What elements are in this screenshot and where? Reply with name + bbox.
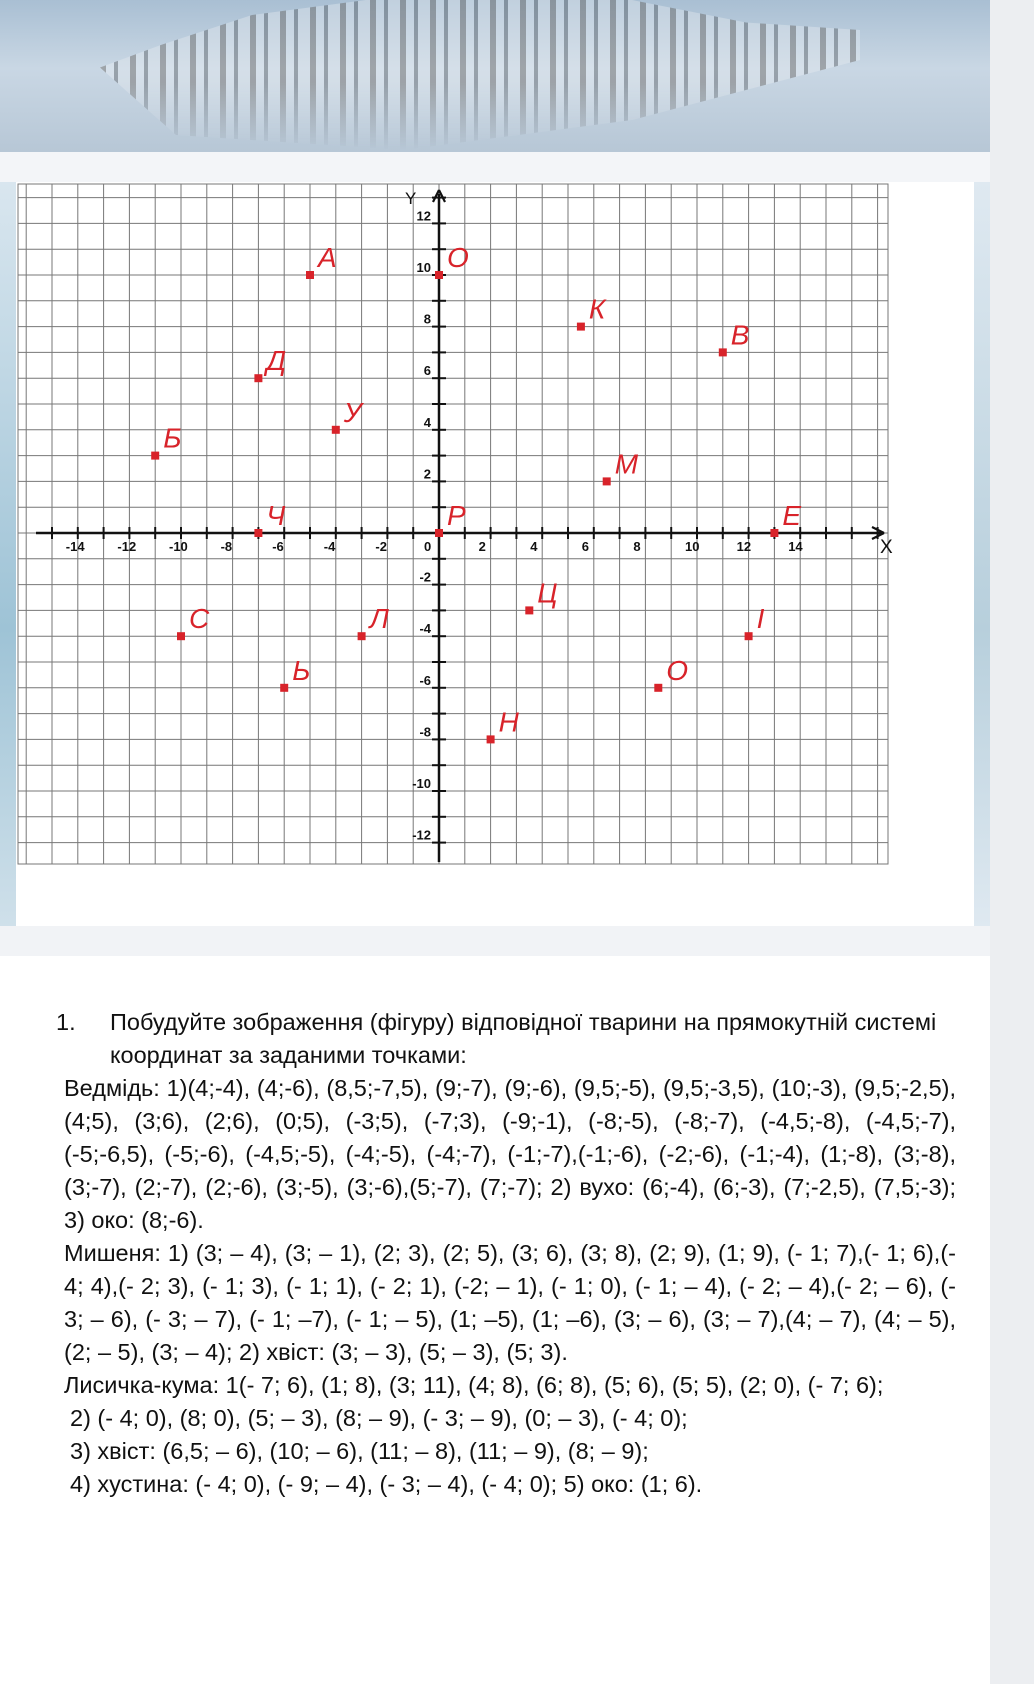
- point-marker: [577, 323, 585, 331]
- divider-strip: [0, 152, 1034, 182]
- axis-ticks: [52, 189, 893, 843]
- right-gutter: [990, 0, 1034, 1684]
- coordinate-plane-figure: [16, 182, 974, 926]
- y-tick-label: 8: [423, 311, 431, 327]
- y-tick-label: -8: [419, 724, 431, 740]
- point-marker: [280, 684, 288, 692]
- y-tick-label: -12: [412, 827, 431, 843]
- point-label: Б: [163, 422, 182, 454]
- fox-coordinates-part2: 2) (- 4; 0), (8; 0), (5; – 3), (8; – 9), (- 3; – 9), (0; – 3), (- 4; 0);: [70, 1405, 688, 1431]
- task-heading-text: Побудуйте зображення (фігуру) відповідної тварини на прямокутній системі координат за заданими точками:: [110, 1009, 937, 1068]
- point-label: Л: [369, 603, 389, 635]
- divider-strip-2: [0, 926, 990, 956]
- point-marker: [151, 452, 159, 460]
- point-label: О: [666, 654, 689, 686]
- y-tick-label: 12: [416, 208, 431, 224]
- point-label: М: [614, 448, 639, 480]
- x-tick-label: 4: [530, 539, 538, 554]
- point-marker: [770, 529, 778, 537]
- point-label: К: [588, 293, 606, 325]
- fox-tail-coordinates: 3) хвіст: (6,5; – 6), (10; – 6), (11; – 8), (11; – 9), (8; – 9);: [70, 1438, 649, 1464]
- point-marker: [332, 426, 340, 434]
- point-label: Е: [782, 500, 802, 531]
- point-marker: [719, 348, 727, 356]
- bear-coordinates: Ведмідь: 1)(4;-4), (4;-6), (8,5;-7,5), (9;-7), (9;-6), (9,5;-5), (9,5;-3,5), (10;-3), (9,5;-2,5), (4;5), (3;6), (2;6), (0;5), (-3;5), (-7;3), (-9;-1), (-8;-5), (-8;-7), (-4,5;-8), (-4,5;-7), (-5;-6,5), (-5;-6), (-4,5;-5), (-4;-5), (-4;-7), (-1;-7),(-1;-6), (-2;-6), (-1;-4), (1;-8), (3;-8), (3;-7), (2;-7), (2;-6), (3;-5), (3;-6),(5;-7), (7;-7); 2) вухо: (6;-4), (6;-3), (7;-2,5), (7,5;-3); 3) око: (8;-6).: [64, 1075, 956, 1233]
- y-tick-label: -4: [419, 621, 431, 637]
- plotted-points: [151, 242, 801, 743]
- graph-right-border: [974, 182, 990, 926]
- x-tick-label: -8: [220, 539, 233, 554]
- task-text: [56, 1006, 956, 1501]
- point-label: С: [189, 603, 210, 635]
- point-marker: [306, 271, 314, 279]
- point-label: Р: [447, 500, 466, 531]
- x-tick-label: 12: [736, 539, 752, 554]
- x-tick-label: 8: [633, 539, 641, 554]
- point-marker: [603, 477, 611, 485]
- x-tick-label: 10: [685, 539, 700, 554]
- point-label: Д: [266, 345, 287, 377]
- point-marker: [435, 271, 443, 279]
- point-marker: [254, 374, 262, 382]
- header-photo-banner: [0, 0, 990, 152]
- point-marker: [358, 632, 366, 640]
- y-tick-label: -6: [419, 672, 431, 688]
- point-marker: [254, 529, 262, 537]
- point-label: У: [343, 396, 362, 428]
- task-heading: [56, 1006, 956, 1072]
- point-marker: [654, 684, 662, 692]
- point-marker: [177, 632, 185, 640]
- x-tick-label: -12: [117, 539, 137, 554]
- x-tick-label: 14: [788, 539, 803, 554]
- point-marker: [435, 529, 443, 537]
- point-label: Ч: [266, 500, 286, 531]
- water-reflection-image: [100, 0, 860, 150]
- point-label: О: [447, 242, 469, 273]
- point-label: Ц: [537, 577, 558, 609]
- fox-coordinates: Лисичка-кума: 1(- 7; 6), (1; 8), (3; 11), (4; 8), (6; 8), (5; 6), (5; 5), (2; 0), (- 7; 6);: [64, 1372, 884, 1398]
- x-tick-label: -4: [323, 539, 336, 554]
- task-number: 1.: [56, 1009, 76, 1035]
- y-tick-label: 10: [416, 260, 431, 275]
- point-marker: [487, 735, 495, 743]
- fox-scarf-coordinates: 4) хустина: (- 4; 0), (- 9; – 4), (- 3; – 4), (- 4; 0); 5) око: (1; 6).: [70, 1471, 703, 1497]
- point-marker: [525, 606, 533, 614]
- y-axis-label: Y: [405, 189, 417, 208]
- graph-left-border: [0, 182, 16, 926]
- point-label: Н: [498, 706, 519, 738]
- x-tick-label: 0: [424, 539, 432, 554]
- x-axis-label: X: [880, 537, 893, 558]
- x-tick-label: 6: [581, 539, 590, 554]
- coordinate-plane-svg: [16, 182, 974, 926]
- point-marker: [745, 632, 753, 640]
- x-tick-label: -10: [169, 539, 188, 554]
- y-tick-label: 2: [423, 466, 431, 482]
- x-tick-label: 2: [478, 539, 486, 554]
- x-tick-label: -14: [65, 539, 85, 554]
- point-label: В: [730, 319, 750, 351]
- point-label: А: [318, 242, 337, 273]
- y-tick-label: 6: [423, 363, 431, 379]
- y-tick-label: -2: [419, 569, 431, 585]
- y-tick-label: 4: [423, 414, 431, 430]
- mouse-coordinates: Мишеня: 1) (3; – 4), (3; – 1), (2; 3), (2; 5), (3; 6), (3; 8), (2; 9), (1; 9), (- 1; 7),(- 1; 6),(- 4; 4),(- 2; 3), (- 1; 3), (- 1; 1), (- 2; 1), (-2; – 1), (- 1; 0), (- 1; – 4), (- 2; – 4),(- 2; – 6), (- 3; – 6), (- 3; – 7), (- 1; –7), (- 1; – 5), (1; –5), (1; –6), (3; – 6), (3; – 7),(4; – 7), (4; – 5), (2; – 5), (3; – 4); 2) хвіст: (3; – 3), (5; – 3), (5; 3).: [64, 1240, 956, 1365]
- y-tick-label: -10: [412, 776, 431, 791]
- point-label: Ь: [292, 654, 311, 686]
- x-tick-label: -2: [375, 539, 387, 554]
- x-tick-label: -6: [272, 539, 284, 554]
- point-label: І: [756, 603, 765, 635]
